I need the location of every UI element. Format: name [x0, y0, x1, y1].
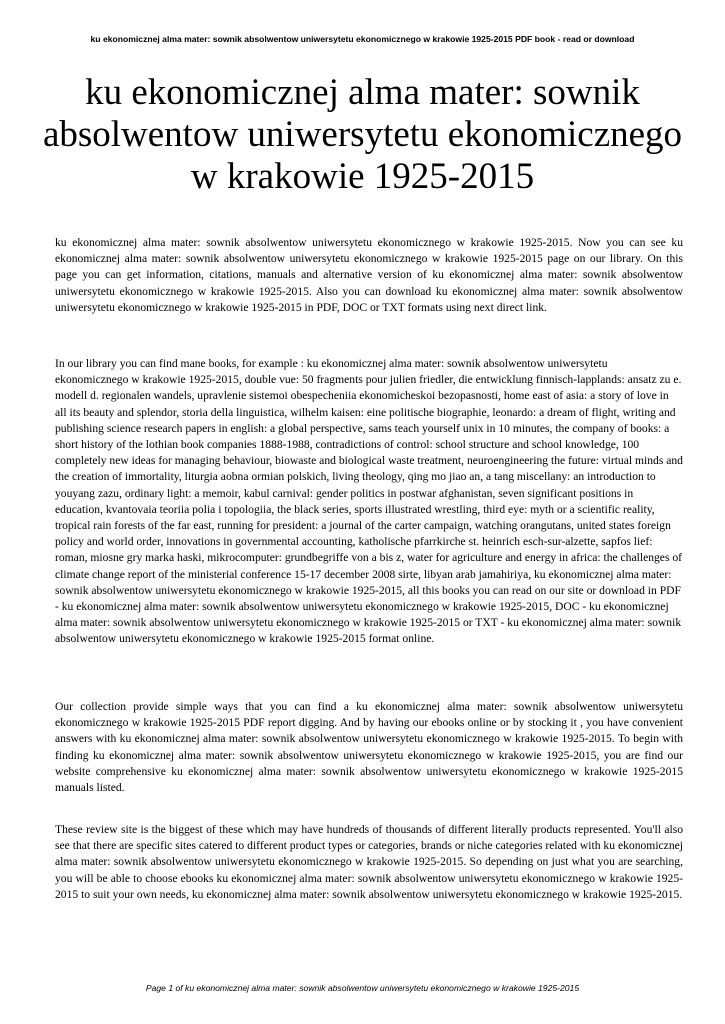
library-paragraph: In our library you can find mane books, for example : ku ekonomicznej alma mater: sownik absolwentow uniwersytetu ekonomicznego w krakowie 1925-2015, double vue: 50 fragments pour julien friedler, die entwicklung finnisch-lapplands: ansatz zu e. modell d. regionalen wandels, upravlenie sistemoi obespecheniia ekonomicheskoi bezopasnosti, home east of asia: a story of love in all its beauty and splendor, storia della linguistica, wilhelm kaisen: eine politische biographie, leonardo: a dream of flight, writing and publishing science research papers in english: a global perspective, sams teach yourself unix in 10 minutes, the company of books: a short history of the lothian book companies 1888-1988, contradictions of control: school structure and school knowledge, 100 completely new ideas for managing behaviour, biowaste and biological waste treatment, neuroengineering the future: virtual minds and the creation of immortality, liturgia aobna ormian polskich, living theology, qing mo jiao an, a tang miscellany: an introduction to youyang zazu, ordinary light: a memoir, kabul carnival: gender politics in postwar afghanistan, seven significant positions in education, kvantovaia teoriia polia i topologiia, the black series, sports illustrated wrestling, third eye: myth or a scientific reality, tropical rain forests of the far east, running for president: a journal of the carter campaign, watching orangutans, united states foreign policy and world order, innovations in governmental accounting, katholische pfarrkirche st. heinrich esch-sur-alzette, sapfos lief: roman, miosne gry marka haski, mikrocomputer: grundbegriffe von a bis z, water for agriculture and energy in africa: the challenges of climate change report of the ministerial conference 15-17 december 2008 sirte, libyan arab jamahiriya, ku ekonomicznej alma mater: sownik absolwentow uniwersytetu ekonomicznego w krakowie 1925-2015, all this books you can read on our site or download in PDF - ku ekonomicznej alma mater: sownik absolwentow uniwersytetu ekonomicznego w krakowie 1925-2015, DOC - ku ekonomicznej alma mater: sownik absolwentow uniwersytetu ekonomicznego w krakowie 1925-2015 or TXT - ku ekonomicznej alma mater: sownik absolwentow uniwersytetu ekonomicznego w krakowie 1925-2015 format online.	[55, 357, 683, 646]
review-paragraph: These review site is the biggest of these which may have hundreds of thousands of different literally products represented. You'll also see that there are specific sites catered to different product types or categories, brands or niche categories related with ku ekonomicznej alma mater: sownik absolwentow uniwersytetu ekonomicznego w krakowie 1925-2015. So depending on just what you are searching, you will be able to choose ebooks ku ekonomicznej alma mater: sownik absolwentow uniwersytetu ekonomicznego w krakowie 1925-2015 to suit your own needs, ku ekonomicznej alma mater: sownik absolwentow uniwersytetu ekonomicznego w krakowie 1925-2015.	[55, 823, 683, 901]
intro-paragraph: ku ekonomicznej alma mater: sownik absolwentow uniwersytetu ekonomicznego w krakowie 1925-2015. Now you can see ku ekonomicznej alma mater: sownik absolwentow uniwersytetu ekonomicznego w krakowie 1925-2015 page on our library. On this page you can get information, citations, manuals and alternative version of ku ekonomicznej alma mater: sownik absolwentow uniwersytetu ekonomicznego w krakowie 1925-2015. Also you can download ku ekonomicznej alma mater: sownik absolwentow uniwersytetu ekonomicznego w krakowie 1925-2015 in PDF, DOC or TXT formats using next direct link.	[55, 236, 683, 314]
collection-paragraph: Our collection provide simple ways that you can find a ku ekonomicznej alma mater: sownik absolwentow uniwersytetu ekonomicznego w krakowie 1925-2015 PDF report digging. And by having our ebooks online or by stocking it , you have convenient answers with ku ekonomicznej alma mater: sownik absolwentow uniwersytetu ekonomicznego w krakowie 1925-2015. To begin with finding ku ekonomicznej alma mater: sownik absolwentow uniwersytetu ekonomicznego w krakowie 1925-2015, you are find our website comprehensive ku ekonomicznej alma mater: sownik absolwentow uniwersytetu ekonomicznego w krakowie 1925-2015 manuals listed.	[55, 700, 683, 795]
page-footer: Page 1 of ku ekonomicznej alma mater: sownik absolwentow uniwersytetu ekonomicznego w krakowie 1925-2015	[145, 983, 580, 993]
page-title: ku ekonomicznej alma mater: sownik absolwentow uniwersytetu ekonomicznego w krakowie 1925-2015	[42, 72, 683, 197]
page-header: ku ekonomicznej alma mater: sownik absolwentow uniwersytetu ekonomicznego w krakowie 1925-2015 PDF book - read or download	[90, 34, 635, 44]
